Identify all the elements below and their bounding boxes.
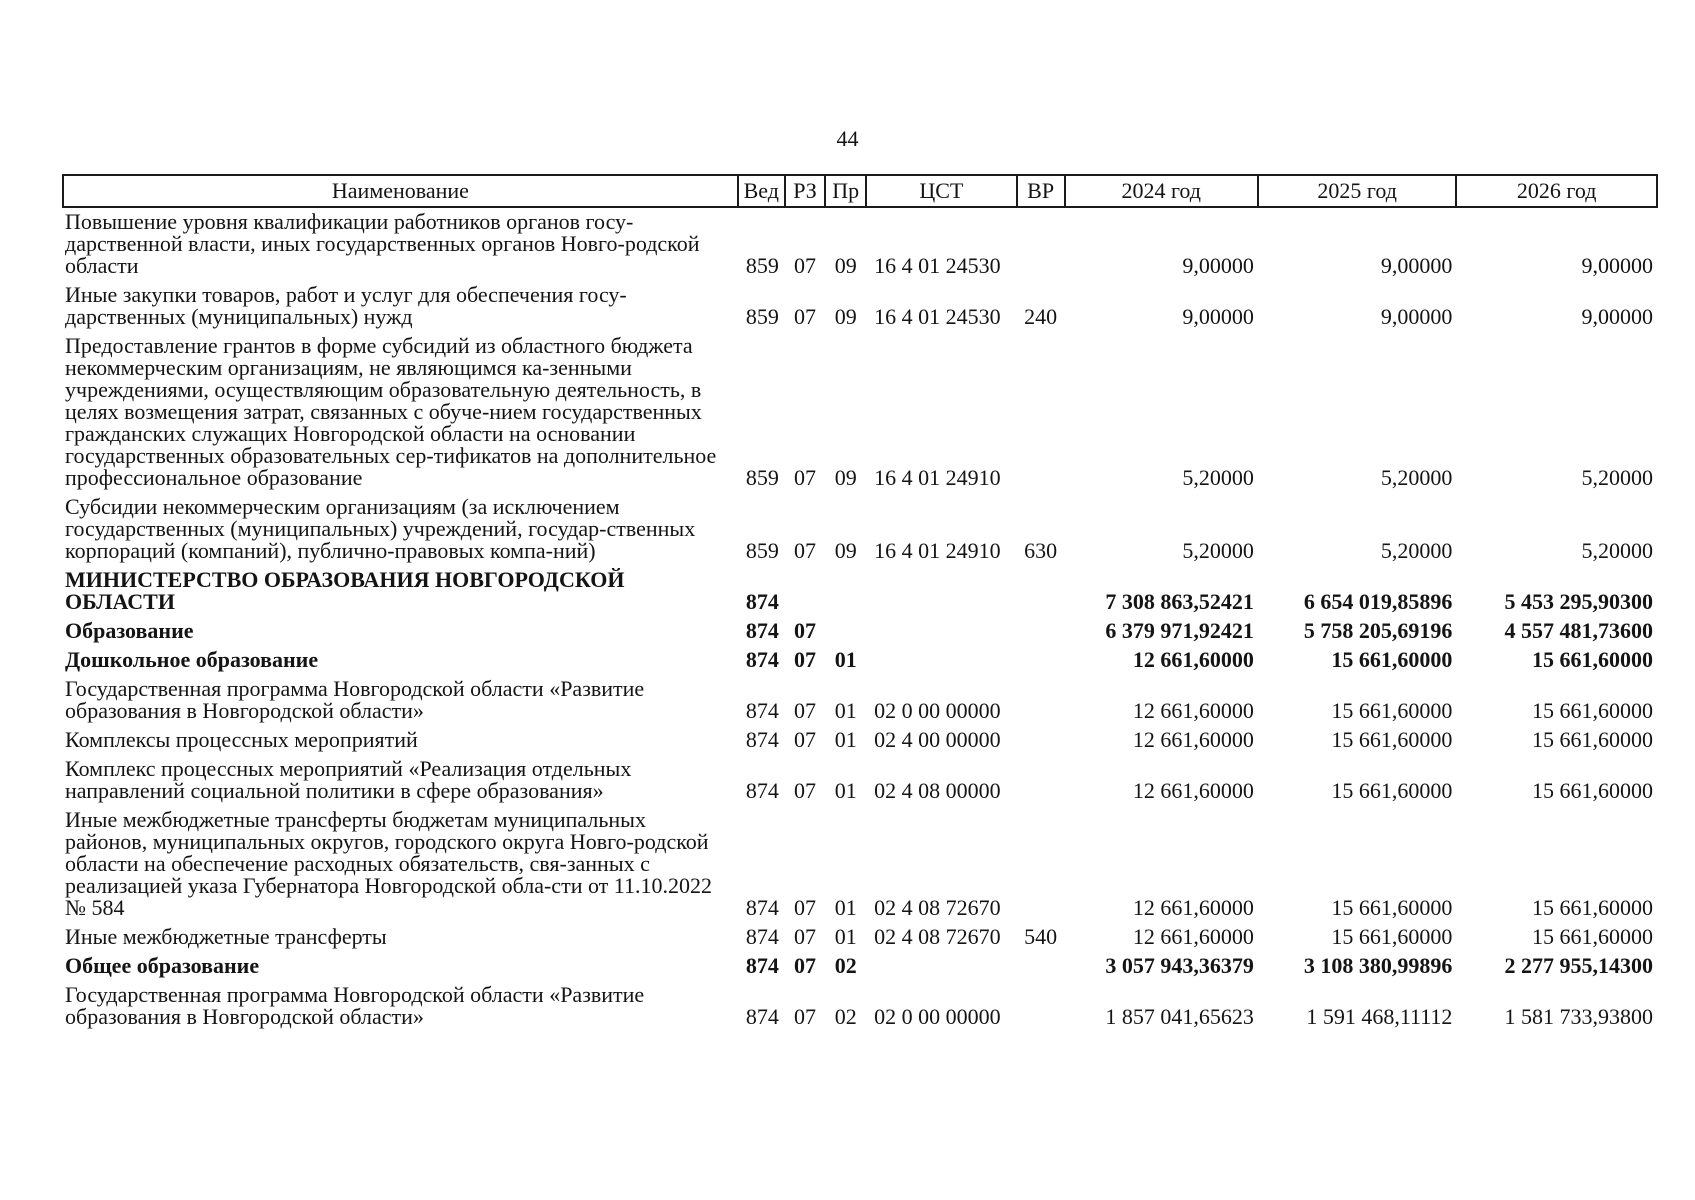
cell-ved: 859 [745, 253, 779, 278]
cell-rz: 07 [794, 924, 816, 949]
cell-pr: 01 [834, 895, 857, 920]
cell-pr: 09 [834, 538, 857, 563]
cell-ved: 874 [745, 727, 779, 752]
table-row [63, 566, 1657, 617]
cell-2025: 15 661,60000 [1331, 778, 1453, 803]
cell-name: Дошкольное образование [65, 647, 319, 672]
cell-2026: 15 661,60000 [1532, 647, 1653, 672]
cell-cst: 16 4 01 24530 [874, 253, 1001, 278]
header-cst: ЦСТ [866, 175, 1017, 207]
cell-2025: 1 591 468,11112 [1306, 1004, 1453, 1029]
cell-pr [825, 566, 866, 617]
table-row [63, 281, 1657, 332]
cell-name: Комплексы процессных мероприятий [65, 727, 418, 752]
cell-2026: 1 581 733,93800 [1504, 1004, 1653, 1029]
cell-cst: 02 4 08 72670 [874, 924, 1001, 949]
cell-cst: 16 4 01 24910 [874, 465, 1001, 490]
cell-2026: 9,00000 [1581, 253, 1653, 278]
cell-cst: 16 4 01 24530 [874, 304, 1001, 329]
header-2024: 2024 год [1065, 175, 1258, 207]
table-row [63, 646, 1657, 675]
cell-pr: 01 [834, 698, 857, 723]
cell-vr [1017, 981, 1065, 1032]
header-2026: 2026 год [1456, 175, 1657, 207]
cell-pr: 01 [834, 727, 857, 752]
cell-cst [866, 617, 1017, 646]
cell-vr: 630 [1024, 538, 1058, 563]
cell-vr [1017, 952, 1065, 981]
cell-2026: 5,20000 [1581, 465, 1653, 490]
cell-cst [866, 566, 1017, 617]
cell-vr [1017, 726, 1065, 755]
cell-2025: 9,00000 [1380, 253, 1453, 278]
cell-rz: 07 [794, 253, 816, 278]
cell-2024: 12 661,60000 [1132, 698, 1254, 723]
cell-name: Комплекс процессных мероприятий «Реализация отдельных направлений социальной политики в сфере образования» [65, 756, 632, 803]
cell-2024: 9,00000 [1182, 253, 1254, 278]
cell-pr: 01 [834, 924, 857, 949]
cell-ved: 874 [745, 778, 779, 803]
cell-rz: 07 [794, 895, 816, 920]
cell-vr [1017, 675, 1065, 726]
cell-name: Образование [65, 618, 194, 643]
cell-2026: 4 557 481,73600 [1504, 618, 1653, 643]
cell-name: Общее образование [65, 953, 260, 978]
cell-ved: 874 [745, 895, 779, 920]
cell-name: Субсидии некоммерческим организациям (за исключением государственных (муниципальных) учреждений, государ-ственных корпораций (компаний), публично-правовых компа-ний) [65, 494, 696, 563]
cell-2026: 15 661,60000 [1532, 895, 1653, 920]
cell-vr [1017, 755, 1065, 806]
cell-name: Иные межбюджетные трансферты бюджетам муниципальных районов, муниципальных округов, городского округа Новго-родской области на обеспечение расходных обязательств, свя-занных с реализацией указа Губернатора Новгородской обла-сти от 11.10.2022 № 584 [65, 807, 712, 920]
cell-ved: 874 [745, 618, 779, 643]
cell-rz: 07 [794, 727, 816, 752]
cell-pr: 09 [834, 304, 857, 329]
cell-cst: 02 4 00 00000 [874, 727, 1001, 752]
cell-2025: 15 661,60000 [1331, 698, 1453, 723]
table-row [63, 207, 1657, 281]
cell-2025: 15 661,60000 [1331, 895, 1453, 920]
cell-cst: 02 0 00 00000 [874, 698, 1001, 723]
cell-2026: 15 661,60000 [1532, 924, 1653, 949]
cell-pr: 02 [834, 1004, 857, 1029]
cell-name: Предоставление грантов в форме субсидий из областного бюджета некоммерческим организациям, не являющимся ка-зенными учреждениями, осуществляющим образовательную деятельность, в целях возмещения затрат, связанных с обуче-нием государственных гражданских служащих Новгородской области на основании государственных образовательных сер-тификатов на дополнительное профессиональное образование [65, 333, 717, 490]
cell-vr [1017, 806, 1065, 923]
cell-vr [1017, 332, 1065, 493]
cell-2025: 5,20000 [1380, 538, 1453, 563]
cell-rz: 07 [794, 304, 816, 329]
header-rz: РЗ [785, 175, 826, 207]
cell-ved: 874 [745, 589, 779, 614]
cell-2024: 12 661,60000 [1132, 647, 1254, 672]
cell-ved: 859 [745, 465, 779, 490]
cell-pr: 09 [834, 465, 857, 490]
cell-2026: 9,00000 [1581, 304, 1653, 329]
cell-rz: 07 [794, 647, 816, 672]
cell-rz: 07 [794, 953, 816, 978]
cell-ved: 859 [745, 304, 779, 329]
cell-2026: 15 661,60000 [1532, 698, 1653, 723]
budget-table [62, 174, 1658, 1032]
cell-2025: 5 758 205,69196 [1303, 618, 1453, 643]
cell-rz: 07 [794, 1004, 816, 1029]
cell-2024: 12 661,60000 [1132, 924, 1254, 949]
cell-vr [1017, 207, 1065, 281]
cell-ved: 874 [745, 953, 779, 978]
cell-vr: 540 [1024, 924, 1058, 949]
cell-cst [866, 952, 1017, 981]
cell-cst: 02 4 08 00000 [874, 778, 1001, 803]
cell-ved: 859 [745, 538, 779, 563]
cell-name: Повышение уровня квалификации работников органов госу-дарственной власти, иных государственных органов Новго-родской области [65, 209, 700, 278]
cell-name: Иные закупки товаров, работ и услуг для обеспечения госу-дарственных (муниципальных) нужд [65, 282, 627, 329]
cell-2025: 3 108 380,99896 [1303, 953, 1453, 978]
cell-pr [825, 617, 866, 646]
cell-2026: 5 453 295,90300 [1504, 589, 1653, 614]
cell-2024: 7 308 863,52421 [1105, 589, 1254, 614]
cell-vr [1017, 646, 1065, 675]
cell-vr: 240 [1024, 304, 1058, 329]
cell-pr: 01 [834, 778, 857, 803]
cell-2025: 15 661,60000 [1331, 924, 1453, 949]
header-row [63, 175, 1657, 207]
cell-2024: 1 857 041,65623 [1105, 1004, 1254, 1029]
cell-cst: 02 4 08 72670 [874, 895, 1001, 920]
table-row [63, 952, 1657, 981]
cell-2025: 15 661,60000 [1331, 647, 1453, 672]
cell-vr [1017, 617, 1065, 646]
cell-rz: 07 [794, 465, 816, 490]
cell-2024: 12 661,60000 [1132, 727, 1254, 752]
page-number: 44 [836, 126, 859, 151]
table-row [63, 675, 1657, 726]
table-row [63, 981, 1657, 1032]
cell-rz: 07 [794, 618, 816, 643]
table-row [63, 493, 1657, 566]
cell-2024: 9,00000 [1182, 304, 1254, 329]
cell-ved: 874 [745, 698, 779, 723]
table-row [63, 617, 1657, 646]
cell-2026: 2 277 955,14300 [1504, 953, 1653, 978]
cell-2024: 3 057 943,36379 [1105, 953, 1254, 978]
header-pr: Пр [825, 175, 866, 207]
cell-2025: 6 654 019,85896 [1303, 589, 1453, 614]
cell-pr: 01 [834, 647, 857, 672]
cell-cst [866, 646, 1017, 675]
cell-rz: 07 [794, 538, 816, 563]
table-row [63, 806, 1657, 923]
header-vr: ВР [1017, 175, 1065, 207]
cell-name: Иные межбюджетные трансферты [65, 924, 387, 949]
table-row [63, 923, 1657, 952]
cell-cst: 02 0 00 00000 [874, 1004, 1001, 1029]
cell-2024: 6 379 971,92421 [1105, 618, 1254, 643]
header-2025: 2025 год [1258, 175, 1456, 207]
cell-name: Государственная программа Новгородской области «Развитие образования в Новгородской области» [65, 982, 645, 1029]
cell-pr: 09 [834, 253, 857, 278]
cell-cst: 16 4 01 24910 [874, 538, 1001, 563]
header-name: Наименование [63, 175, 738, 207]
cell-2024: 12 661,60000 [1132, 895, 1254, 920]
cell-2026: 15 661,60000 [1532, 727, 1653, 752]
cell-2024: 5,20000 [1182, 538, 1254, 563]
cell-rz: 07 [794, 778, 816, 803]
table-row [63, 755, 1657, 806]
cell-ved: 874 [745, 647, 779, 672]
cell-name: МИНИСТЕРСТВО ОБРАЗОВАНИЯ НОВГОРОДСКОЙ ОБЛАСТИ [65, 567, 625, 614]
table-header [63, 175, 1657, 207]
table-row [63, 726, 1657, 755]
cell-2024: 12 661,60000 [1132, 778, 1254, 803]
cell-2025: 9,00000 [1380, 304, 1453, 329]
cell-vr [1017, 566, 1065, 617]
cell-pr: 02 [834, 953, 857, 978]
cell-2025: 5,20000 [1380, 465, 1453, 490]
cell-rz [785, 566, 826, 617]
cell-rz: 07 [794, 698, 816, 723]
cell-name: Государственная программа Новгородской области «Развитие образования в Новгородской области» [65, 676, 645, 723]
cell-2025: 15 661,60000 [1331, 727, 1453, 752]
header-ved: Вед [738, 175, 785, 207]
table-body [63, 207, 1657, 1032]
cell-ved: 874 [745, 1004, 779, 1029]
cell-ved: 874 [745, 924, 779, 949]
cell-2024: 5,20000 [1182, 465, 1254, 490]
cell-2026: 15 661,60000 [1532, 778, 1653, 803]
cell-2026: 5,20000 [1581, 538, 1653, 563]
table-row [63, 332, 1657, 493]
